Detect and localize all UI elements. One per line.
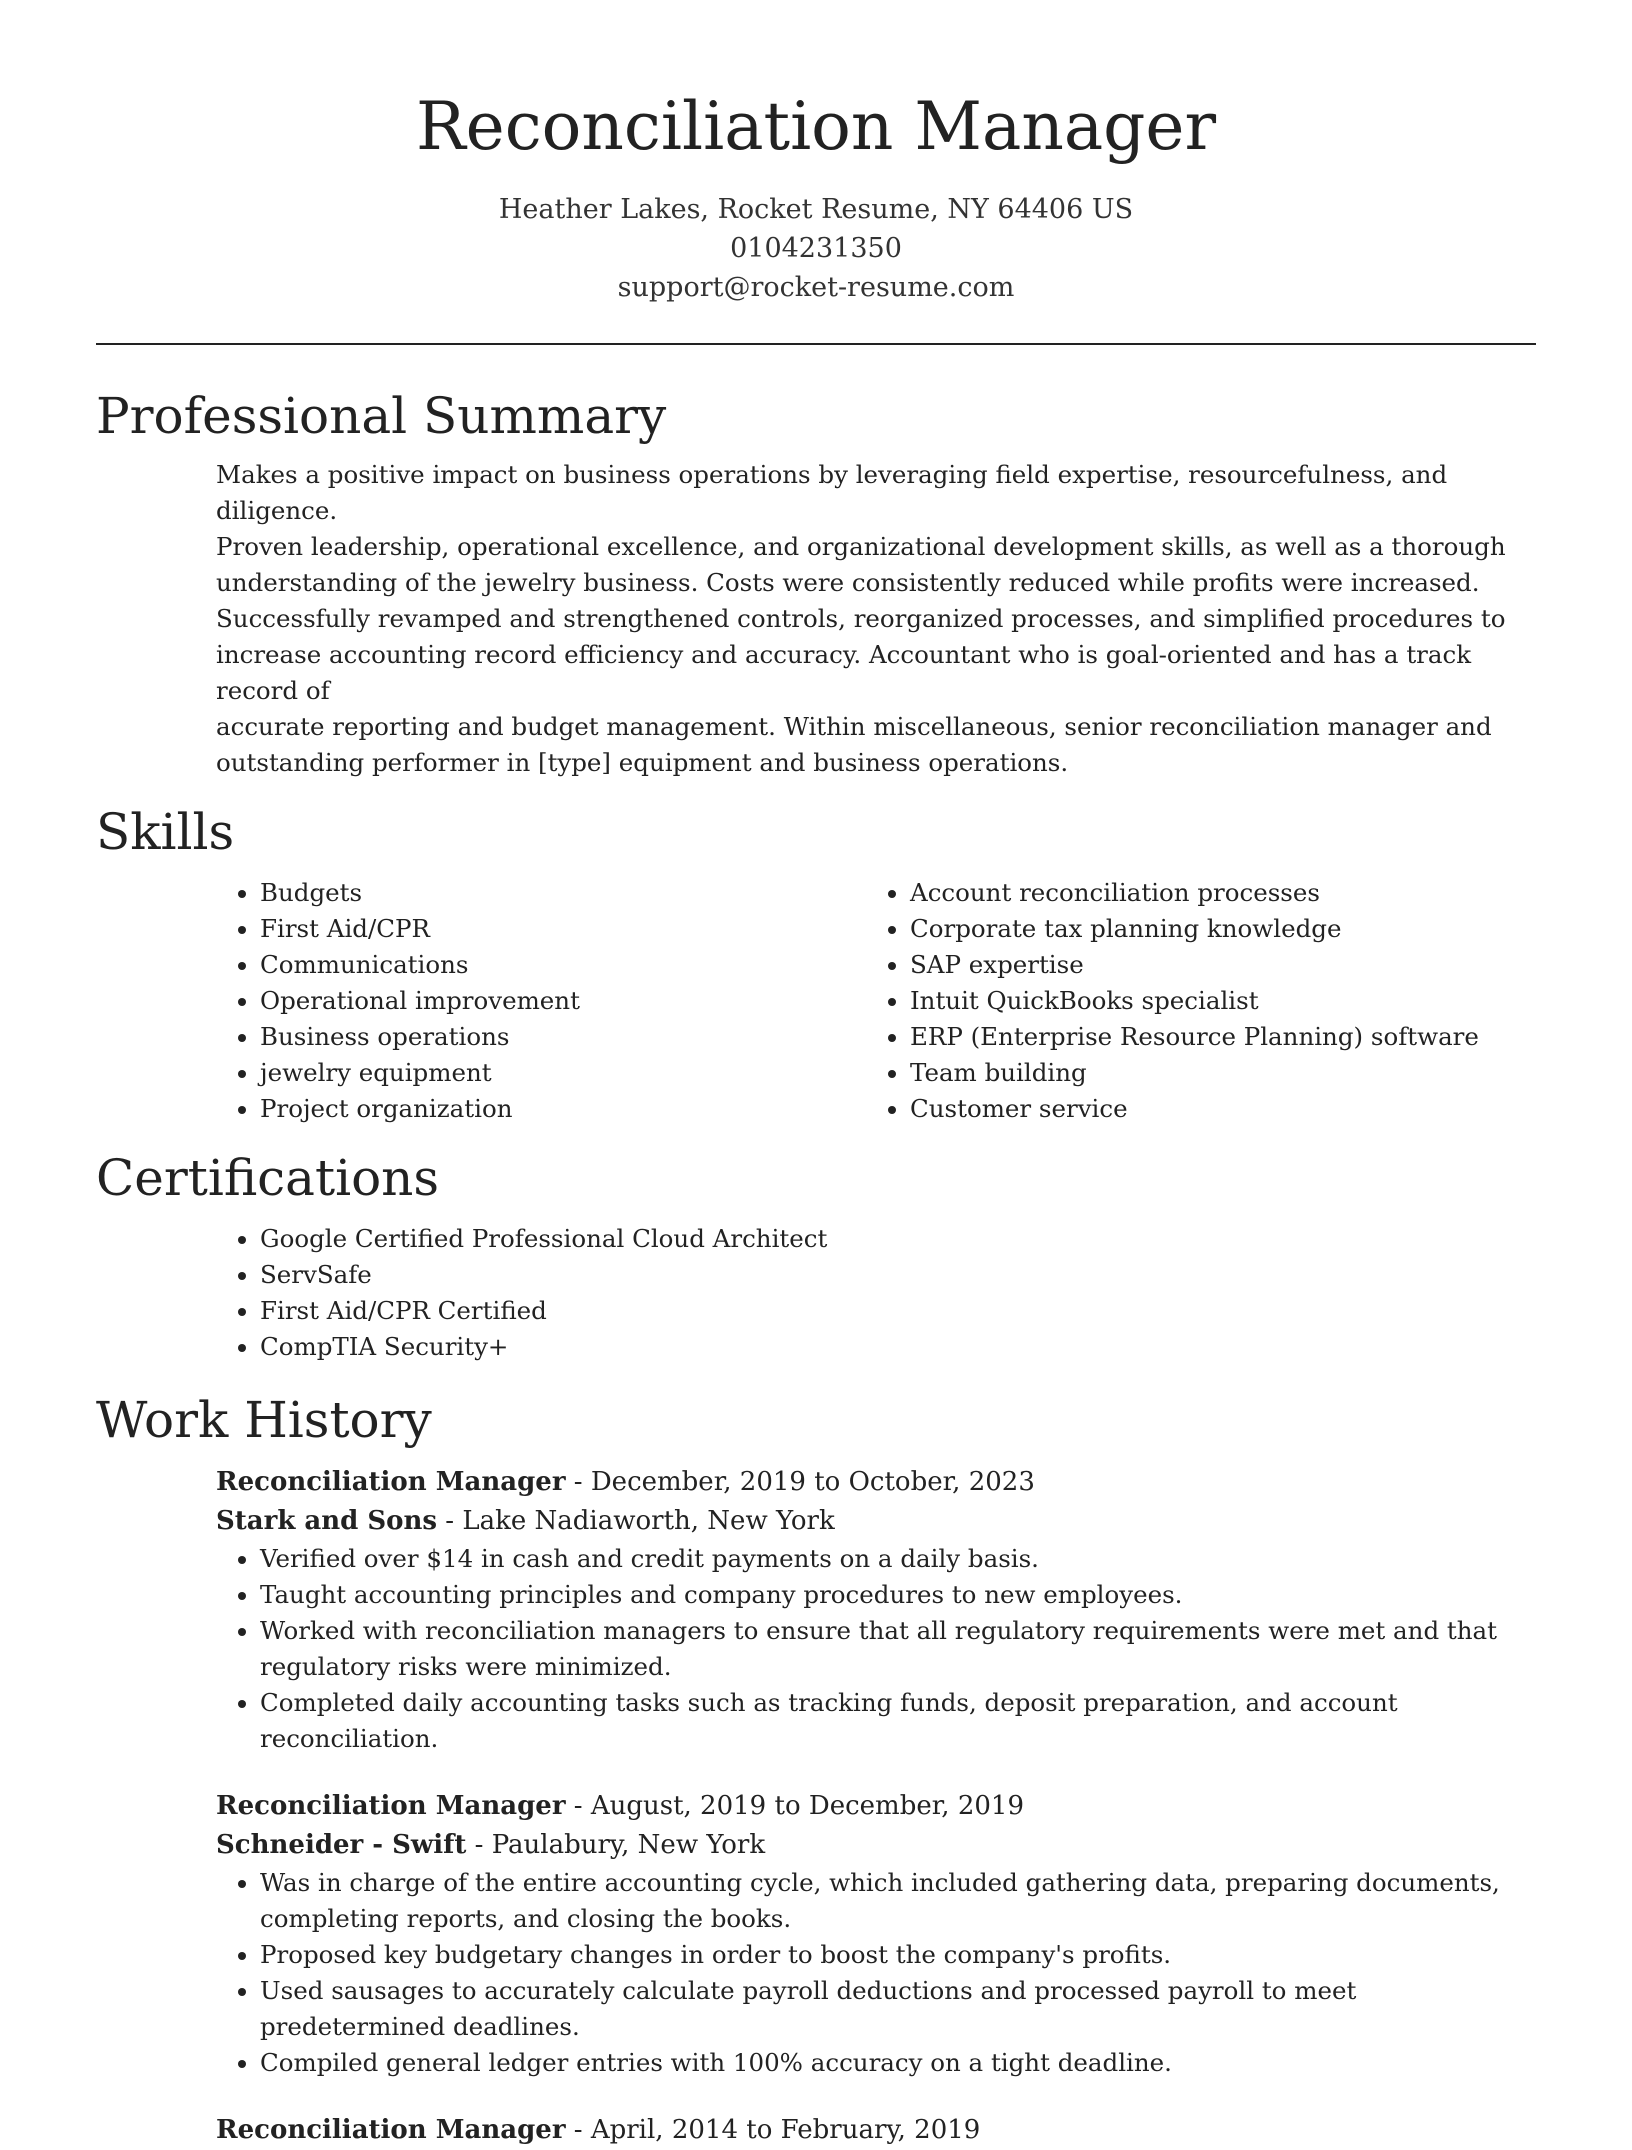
job-company: Schneider - Swift	[216, 1830, 467, 1860]
job-bullets	[216, 1865, 1536, 2081]
job-bullet: • Compiled general ledger entries with 100% accuracy on a tight deadline.	[260, 2045, 1536, 2081]
header-divider	[96, 343, 1536, 345]
job-entry	[216, 2111, 1536, 2150]
skills-column-right	[866, 875, 1516, 1127]
certification-item: • Google Certified Professional Cloud Architect	[260, 1221, 1536, 1257]
job-bullet: • Proposed key budgetary changes in order to boost the company's profits.	[260, 1937, 1536, 1973]
skill-item: • Budgets	[260, 875, 866, 911]
job-company-line	[216, 1502, 1536, 1541]
summary-line: Proven leadership, operational excellence, and organizational development skills, as well as a thorough	[216, 532, 1506, 561]
job-role: Reconciliation Manager	[216, 1791, 566, 1821]
skill-item: • Operational improvement	[260, 983, 866, 1019]
summary-line: accurate reporting and budget management. Within miscellaneous, senior reconciliation manager and	[216, 712, 1492, 741]
job-bullet: • Taught accounting principles and company procedures to new employees.	[260, 1577, 1536, 1613]
resume-title: Reconciliation Manager	[415, 88, 1217, 165]
job-bullet: • Completed daily accounting tasks such as tracking funds, deposit preparation, and account reconciliation.	[260, 1685, 1536, 1757]
certification-item: • CompTIA Security+	[260, 1329, 1536, 1365]
skill-item: • Team building	[910, 1055, 1516, 1091]
summary-text	[216, 457, 1536, 781]
job-title-line	[216, 1787, 1536, 1826]
job-company-line	[216, 1826, 1536, 1865]
skill-item: • SAP expertise	[910, 947, 1516, 983]
skill-item: • ERP (Enterprise Resource Planning) software	[910, 1019, 1516, 1055]
skills-column-left	[216, 875, 866, 1127]
skills-section	[96, 801, 1536, 1127]
work-history-heading: Work History	[96, 1391, 432, 1449]
job-entry	[216, 1463, 1536, 1757]
summary-line: outstanding performer in [type] equipment and business operations.	[216, 748, 1069, 777]
job-bullet: • Was in charge of the entire accounting cycle, which included gathering data, preparing documents, completing reports, and closing the books.	[260, 1865, 1536, 1937]
skill-item: • Communications	[260, 947, 866, 983]
job-dates: - August, 2019 to December, 2019	[565, 1791, 1024, 1821]
certifications-heading: Certifications	[96, 1149, 440, 1207]
skills-grid	[216, 875, 1536, 1127]
contact-address: Heather Lakes, Rocket Resume, NY 64406 US	[498, 194, 1134, 225]
skills-heading: Skills	[96, 803, 235, 861]
job-company: Stark and Sons	[216, 1506, 438, 1536]
contact-info	[0, 190, 1632, 307]
summary-line: increase accounting record efficiency and accuracy. Accountant who is goal-oriented and has a track record of	[216, 640, 1472, 705]
certifications-section	[96, 1147, 1536, 1365]
skill-item: • First Aid/CPR	[260, 911, 866, 947]
skill-item: • Business operations	[260, 1019, 866, 1055]
work-history-section	[96, 1389, 1536, 2150]
skill-item: • Intuit QuickBooks specialist	[910, 983, 1516, 1019]
summary-line: Makes a positive impact on business operations by leveraging field expertise, resourcefulness, and diligence.	[216, 460, 1448, 525]
job-role: Reconciliation Manager	[216, 1467, 566, 1497]
job-role: Reconciliation Manager	[216, 2115, 566, 2145]
summary-line: understanding of the jewelry business. Costs were consistently reduced while profits were increased.	[216, 568, 1480, 597]
certification-item: • First Aid/CPR Certified	[260, 1293, 1536, 1329]
job-dates: - December, 2019 to October, 2023	[565, 1467, 1035, 1497]
skill-item: • Customer service	[910, 1091, 1516, 1127]
contact-email: support@rocket-resume.com	[617, 272, 1015, 303]
skill-item: • Account reconciliation processes	[910, 875, 1516, 911]
skill-item: • jewelry equipment	[260, 1055, 866, 1091]
summary-heading: Professional Summary	[96, 387, 667, 445]
job-bullet: • Verified over $14 in cash and credit payments on a daily basis.	[260, 1541, 1536, 1577]
certification-item: • ServSafe	[260, 1257, 1536, 1293]
resume-header	[0, 0, 1632, 307]
job-location: - Paulabury, New York	[466, 1830, 766, 1860]
job-location: - Lake Nadiaworth, New York	[437, 1506, 835, 1536]
summary-section	[96, 385, 1536, 781]
summary-line: Successfully revamped and strengthened controls, reorganized processes, and simplified procedures to	[216, 604, 1506, 633]
job-dates: - April, 2014 to February, 2019	[565, 2115, 981, 2145]
job-bullets	[216, 1541, 1536, 1757]
contact-phone: 0104231350	[730, 233, 902, 264]
job-bullet: • Worked with reconciliation managers to ensure that all regulatory requirements were met and that regulatory risks were minimized.	[260, 1613, 1536, 1685]
job-title-line	[216, 2111, 1536, 2150]
job-bullet: • Used sausages to accurately calculate payroll deductions and processed payroll to meet predetermined deadlines.	[260, 1973, 1536, 2045]
certifications-list	[216, 1221, 1536, 1365]
skill-item: • Corporate tax planning knowledge	[910, 911, 1516, 947]
job-entry	[216, 1787, 1536, 2081]
skill-item: • Project organization	[260, 1091, 866, 1127]
job-title-line	[216, 1463, 1536, 1502]
